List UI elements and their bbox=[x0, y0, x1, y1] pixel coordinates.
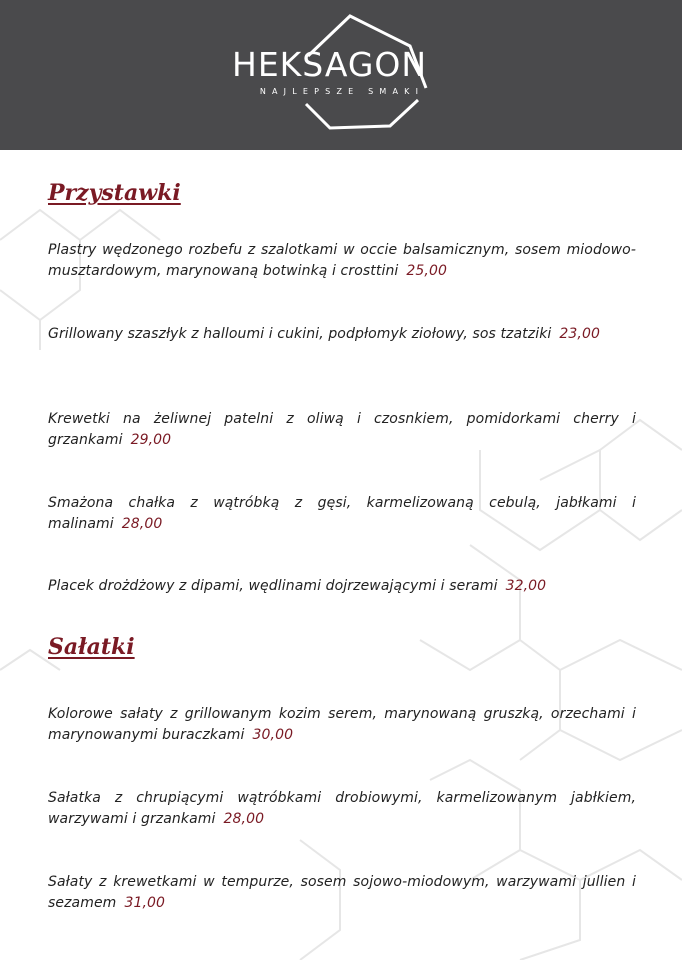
logo-name: HEKSAGON bbox=[232, 45, 428, 84]
menu-item bbox=[48, 240, 636, 282]
menu-item-price: 32,00 bbox=[505, 578, 547, 594]
section-title-salatki: Sałatki bbox=[48, 634, 135, 660]
menu-item-description: Placek drożdżowy z dipami, wędlinami dojrzewającymi i serami bbox=[48, 578, 498, 594]
menu-item-price: 29,00 bbox=[130, 432, 172, 448]
menu-item-description: Smażona chałka z wątróbką z gęsi, karmelizowaną cebulą, jabłkami i malinami bbox=[48, 495, 636, 532]
menu-item-price: 28,00 bbox=[121, 516, 163, 532]
menu-item bbox=[48, 788, 636, 830]
menu-item-description: Kolorowe sałaty z grillowanym kozim serem, marynowaną gruszką, orzechami i marynowanymi buraczkami bbox=[48, 706, 636, 743]
menu-item bbox=[48, 576, 636, 597]
menu-item-description: Sałaty z krewetkami w tempurze, sosem sojowo-miodowym, warzywami jullien i sezamem bbox=[48, 874, 636, 911]
menu-item bbox=[48, 409, 636, 451]
menu-item-price: 31,00 bbox=[124, 895, 166, 911]
menu-item-description: Grillowany szaszłyk z halloumi i cukini, podpłomyk ziołowy, sos tzatziki bbox=[48, 326, 552, 342]
menu-item bbox=[48, 324, 636, 345]
menu-item-description: Krewetki na żeliwnej patelni z oliwą i czosnkiem, pomidorkami cherry i grzankami bbox=[48, 411, 636, 448]
section-title-przystawki: Przystawki bbox=[48, 180, 181, 206]
menu-item-description: Plastry wędzonego rozbefu z szalotkami w occie balsamicznym, sosem miodowo-musztardowym, marynowaną botwinką i crosttini bbox=[48, 242, 636, 279]
logo bbox=[222, 12, 462, 134]
menu-item bbox=[48, 493, 636, 535]
menu-item-price: 30,00 bbox=[252, 727, 294, 743]
header-banner bbox=[0, 0, 682, 150]
menu-item-price: 28,00 bbox=[223, 811, 265, 827]
menu-item bbox=[48, 872, 636, 914]
menu-item-description: Sałatka z chrupiącymi wątróbkami drobiowymi, karmelizowanym jabłkiem, warzywami i grzankami bbox=[48, 790, 636, 827]
menu-item bbox=[48, 704, 636, 746]
logo-tagline: NAJLEPSZE SMAKI bbox=[259, 87, 425, 96]
menu-item-price: 25,00 bbox=[406, 263, 447, 279]
menu-item-price: 23,00 bbox=[559, 326, 600, 342]
